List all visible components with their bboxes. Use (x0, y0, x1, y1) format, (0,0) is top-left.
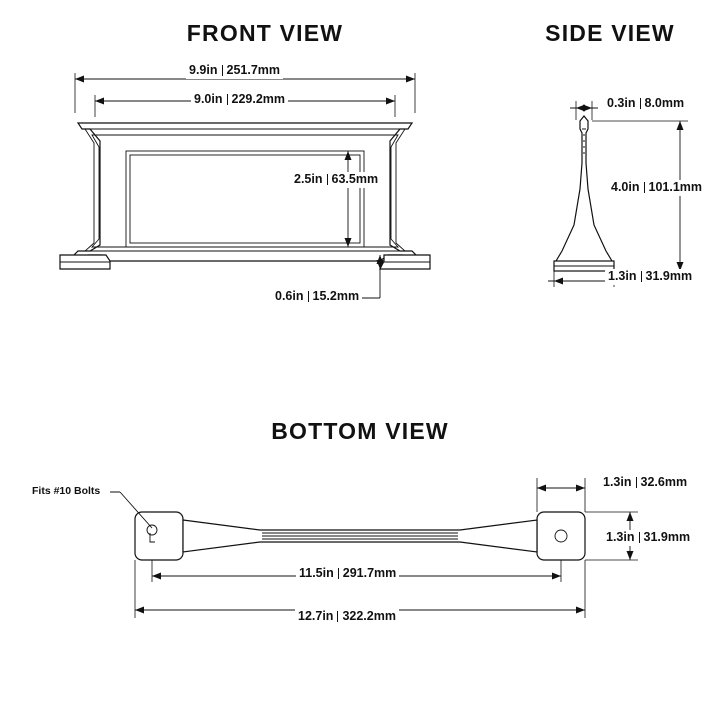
front-panel-height-label: 2.5in 63.5mm (291, 172, 381, 188)
bottom-view-title: BOTTOM VIEW (271, 418, 449, 444)
front-overall-width-label: 9.9in 251.7mm (186, 63, 283, 79)
front-foot-height-label: 0.6in 15.2mm (272, 289, 362, 305)
bottom-pad-width-label: 1.3in 31.9mm (603, 530, 693, 546)
bottom-bolt-note: Fits #10 Bolts (32, 485, 101, 497)
side-overall-height-label: 4.0in 101.1mm (608, 180, 705, 196)
side-view-title: SIDE VIEW (545, 20, 675, 46)
front-view-title: FRONT VIEW (186, 20, 344, 46)
bottom-hole-spacing-label: 11.5in 291.7mm (296, 566, 399, 582)
side-base-depth-label: 1.3in 31.9mm (605, 269, 695, 285)
bottom-pad-length-label: 1.3in 32.6mm (600, 475, 690, 491)
side-post-width-label: 0.3in 8.0mm (604, 96, 687, 112)
bottom-overall-length-label: 12.7in 322.2mm (295, 609, 399, 625)
front-inner-width-label: 9.0in 229.2mm (191, 92, 288, 108)
